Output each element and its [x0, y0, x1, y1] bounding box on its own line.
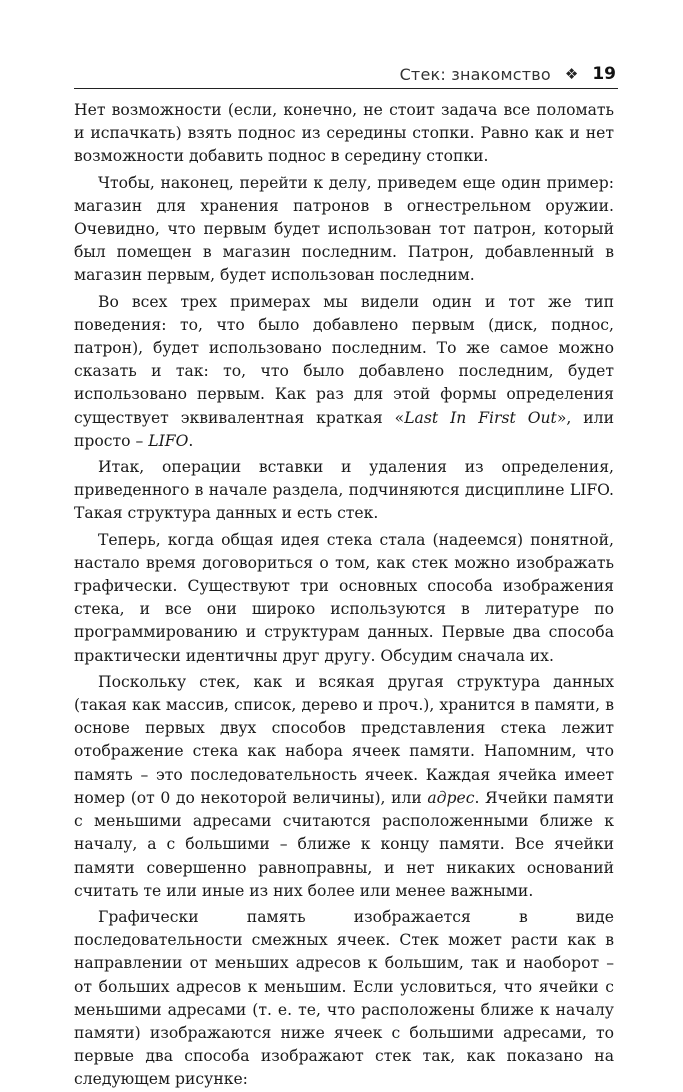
paragraph-3 [74, 291, 614, 453]
paragraph-6-text: Поскольку стек, как и всякая другая структура данных (такая как массив, список, дерево и проч.), хранится в памяти, в основе первых двух способов представления стека лежит отображение стека как набора ячеек памяти. Напомним, что память – это последовательность ячеек. Каждая ячейка имеет номер (от 0 до некоторой величины), или [74, 672, 614, 807]
page-number: 19 [592, 64, 616, 84]
paragraph-3-emphasis-lifo: LIFO [148, 431, 189, 450]
paragraph-3-text-end: . [188, 431, 194, 450]
body-text [74, 99, 614, 1092]
paragraph-3-text-mid: », или просто – [74, 408, 614, 450]
paragraph-3-text: Во всех трех примерах мы видели один и тот же тип поведения: то, что было добавлено первым (диск, поднос, патрон), будет использовано последним. То же самое можно сказать и так: то, что было добавлено последним, будет использовано первым. Как раз для этой формы определения существует эквивалентная краткая « [74, 292, 614, 427]
paragraph-4: Итак, операции вставки и удаления из определения, приведенного в начале раздела, подчиняются дисциплине LIFO. Такая структура данных и есть стек. [74, 458, 614, 523]
paragraph-6-emphasis-address: адрес [427, 788, 475, 807]
paragraph-6-text-end: . Ячейки памяти с меньшими адресами считаются расположенными ближе к началу, а с большими – ближе к концу памяти. Все ячейки памяти совершенно равноправны, и нет никаких оснований считать те или иные из них более или менее важными. [74, 788, 614, 900]
paragraph-2: Чтобы, наконец, перейти к делу, приведем еще один пример: магазин для хранения патронов в огнестрельном оружии. Очевидно, что первым будет использован тот патрон, который был помещен в магазин последним. Патрон, добавленный в магазин первым, будет использован последним. [74, 173, 614, 285]
paragraph-1: Нет возможности (если, конечно, не стоит задача все поломать и испачкать) взять поднос из середины стопки. Равно как и нет возможности добавить поднос в середину стопки. [74, 101, 614, 166]
ornament-icon: ❖ [564, 65, 579, 83]
paragraph-5: Теперь, когда общая идея стека стала (надеемся) понятной, настало время договориться о том, как стек можно изображать графически. Существуют три основных способа изображения стека, и все они широко используются в литературе по программированию и структурам данных. Первые два способа практически идентичны друг другу. Обсудим сначала их. [74, 530, 614, 665]
page-header [74, 60, 618, 89]
paragraph-3-emphasis-lifo-expansion: Last In First Out [404, 408, 557, 427]
paragraph-6 [74, 671, 614, 903]
running-title: Стек: знакомство [399, 64, 551, 84]
paragraph-7: Графически память изображается в виде последовательности смежных ячеек. Стек может расти как в направлении от меньших адресов к большим, так и наоборот – от больших адресов к меньшим. Если условиться, что ячейки с меньшими адресами (т. е. те, что расположены ближе к началу памяти) изображаются ниже ячеек с большими адресами, то первые два способа изображают стек так, как показано на следующем рисунке: [74, 907, 614, 1089]
